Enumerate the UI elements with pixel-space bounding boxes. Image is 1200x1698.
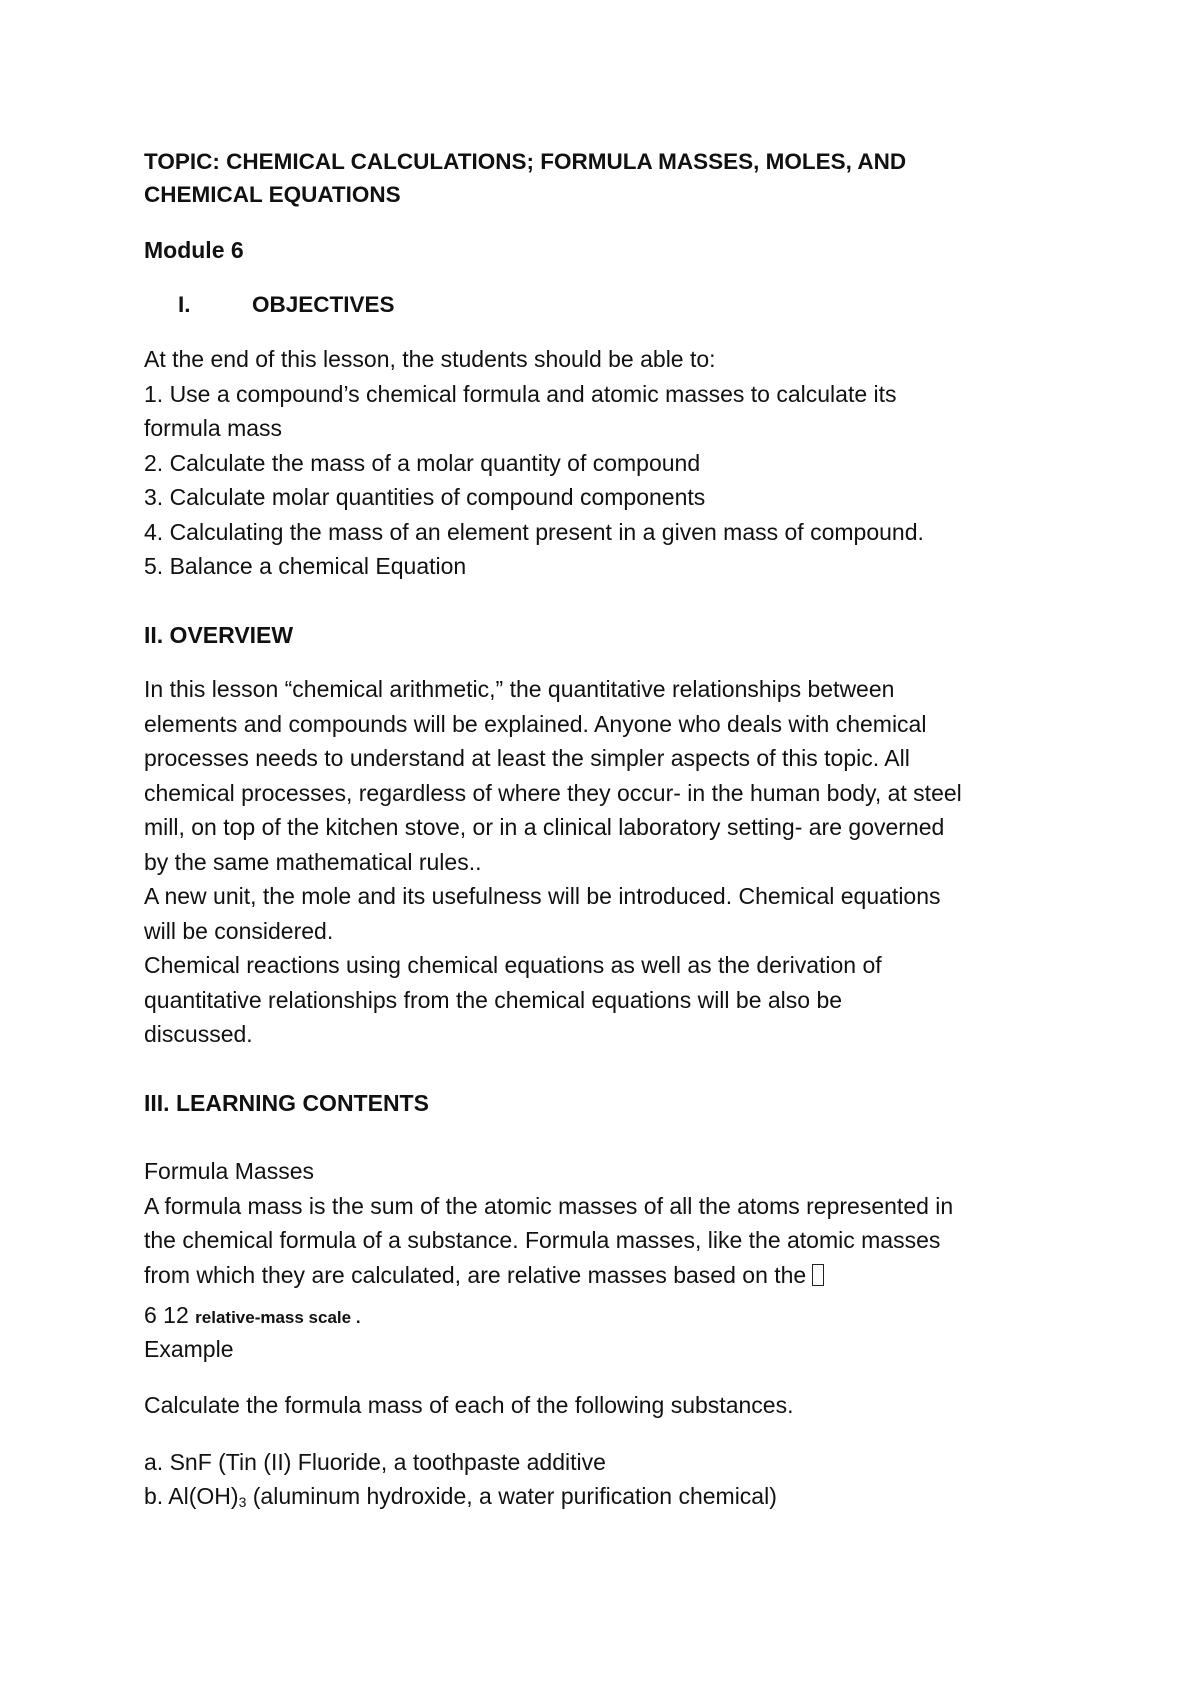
overview-line: processes needs to understand at least the simpler aspects of this topic. All	[144, 745, 910, 771]
scale-number: 6 12	[144, 1302, 189, 1328]
objectives-heading	[144, 288, 1074, 323]
formula-masses-subheading: Formula Masses	[144, 1158, 314, 1184]
overview-line: mill, on top of the kitchen stove, or in a clinical laboratory setting- are governed	[144, 814, 945, 840]
overview-line: chemical processes, regardless of where they occur- in the human body, at steel	[144, 779, 962, 806]
objective-line: 2. Calculate the mass of a molar quantity of compound	[144, 449, 701, 476]
overview-line: quantitative relationships from the chemical equations will be also be	[144, 986, 843, 1013]
learning-contents-heading: III. LEARNING CONTENTS	[144, 1089, 429, 1116]
objective-line: formula mass	[144, 415, 283, 441]
overview-line: discussed.	[144, 1021, 253, 1047]
document-body	[144, 145, 1074, 1514]
learning-line-text: from which they are calculated, are relative masses based on the	[144, 1261, 807, 1288]
example-instruction: Calculate the formula mass of each of the following substances.	[144, 1392, 794, 1418]
objectives-title: OBJECTIVES	[252, 291, 395, 317]
objective-line: 4. Calculating the mass of an element present in a given mass of compound.	[144, 518, 924, 545]
objective-line: 5. Balance a chemical Equation	[144, 553, 467, 579]
example-item-b	[144, 1479, 1074, 1514]
module-label: Module 6	[144, 237, 244, 263]
example-label: Example	[144, 1335, 234, 1362]
scale-caption: relative-mass scale .	[195, 1308, 361, 1327]
document-title-line-2: CHEMICAL EQUATIONS	[144, 182, 401, 207]
overview-heading: II. OVERVIEW	[144, 621, 294, 648]
relative-mass-scale-line	[144, 1298, 1074, 1336]
learning-line-with-symbol	[144, 1258, 1074, 1293]
item-b-description: (aluminum hydroxide, a water purification chemical)	[246, 1483, 777, 1509]
overview-line: A new unit, the mole and its usefulness will be introduced. Chemical equations	[144, 883, 941, 909]
overview-line: elements and compounds will be explained. Anyone who deals with chemical	[144, 710, 927, 737]
example-item-a: a. SnF (Tin (II) Fluoride, a toothpaste additive	[144, 1448, 606, 1475]
learning-line: A formula mass is the sum of the atomic masses of all the atoms represented in	[144, 1192, 954, 1219]
learning-line: the chemical formula of a substance. Formula masses, like the atomic masses	[144, 1227, 941, 1253]
item-b-subscript: 3	[238, 1494, 247, 1510]
overview-line: Chemical reactions using chemical equations as well as the derivation of	[144, 952, 882, 978]
document-title-line-1: TOPIC: CHEMICAL CALCULATIONS; FORMULA MASSES, MOLES, AND	[144, 149, 907, 174]
missing-glyph-icon	[812, 1264, 824, 1286]
overview-line: will be considered.	[144, 917, 334, 944]
item-b-formula: b. Al(OH)	[144, 1483, 239, 1509]
objectives-number: I.	[178, 291, 191, 317]
overview-line: by the same mathematical rules..	[144, 848, 482, 875]
overview-line: In this lesson “chemical arithmetic,” the quantitative relationships between	[144, 676, 895, 702]
objectives-intro: At the end of this lesson, the students should be able to:	[144, 346, 716, 372]
objective-line: 1. Use a compound’s chemical formula and atomic masses to calculate its	[144, 380, 897, 407]
objective-line: 3. Calculate molar quantities of compound components	[144, 484, 706, 510]
